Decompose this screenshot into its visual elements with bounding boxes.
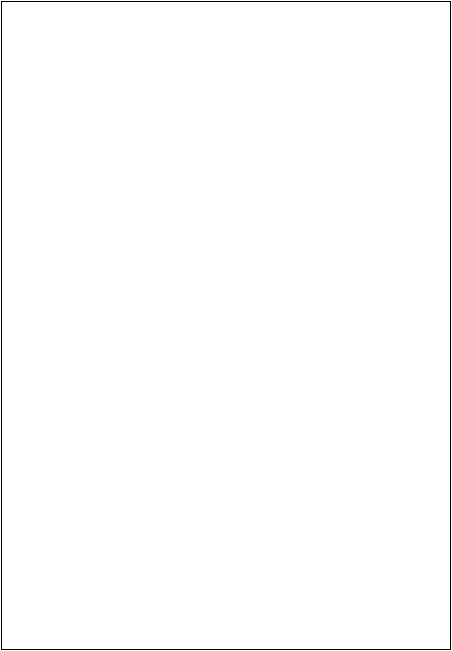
decree-register-table xyxy=(1,1,451,650)
